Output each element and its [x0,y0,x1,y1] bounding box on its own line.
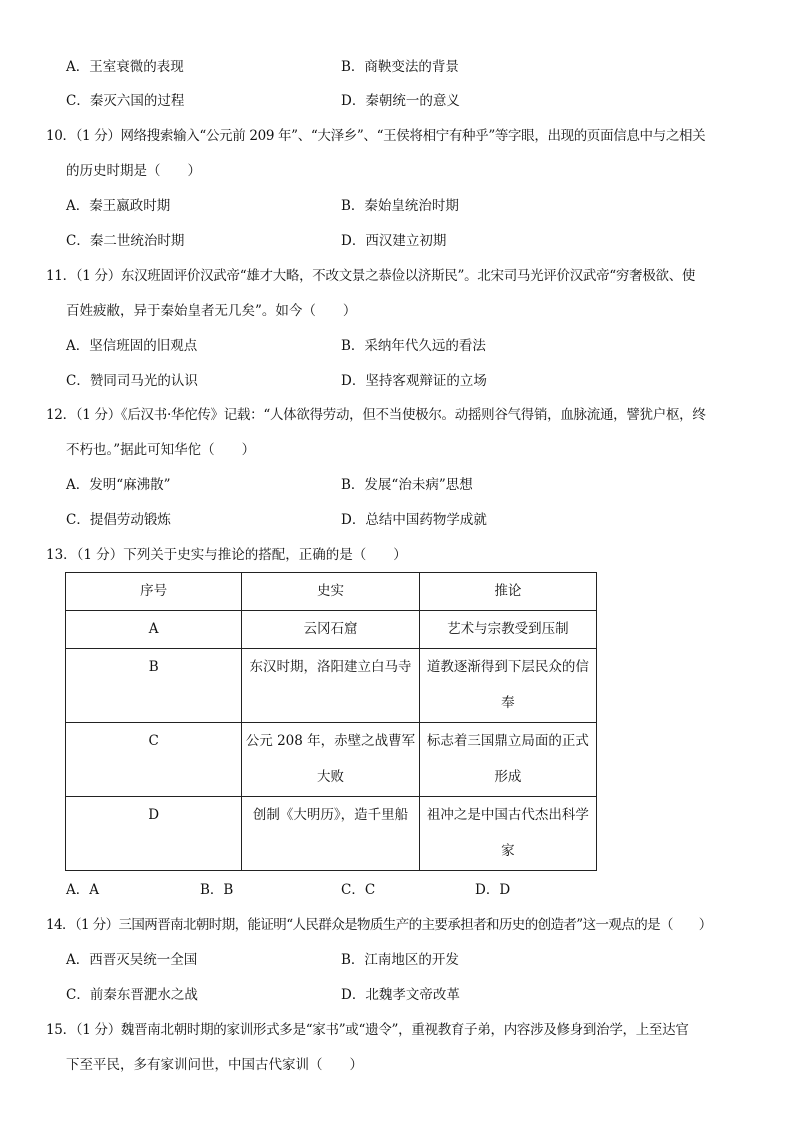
table-cell [242,723,419,797]
q14-option-d: D．北魏孝文帝改革 [341,987,460,1003]
q10-option-c: C．秦二世统治时期 [66,233,185,249]
table-header-cell: 序号 [66,573,242,611]
cell-line: 东汉时期，洛阳建立白马寺 [249,659,412,675]
q9-option-d: D．秦朝统一的意义 [341,93,460,109]
q9-option-c: C．秦灭六国的过程 [66,93,185,109]
cell-line: 祖冲之是中国古代杰出科学 [426,807,589,823]
q11-stem-line2: 百姓疲敝，异于秦始皇者无几矣”。如今（ ） [66,303,357,319]
table-header-row [66,573,597,611]
q14-option-b: B．江南地区的开发 [341,952,459,968]
table-cell [419,797,596,871]
table-row [66,797,597,871]
q12-option-b: B．发展“治未病”思想 [341,477,473,493]
cell-line: 道教逐渐得到下层民众的信 [426,659,589,675]
table-row [66,723,597,797]
table-cell [419,723,596,797]
table-cell: A [66,611,242,649]
q13-option-c: C．C [341,882,376,898]
q14-option-c: C．前秦东晋淝水之战 [66,987,198,1003]
q12-option-d: D．总结中国药物学成就 [341,512,487,528]
table-cell [242,649,419,723]
q13-option-a: A．A [66,882,99,898]
table-header-cell: 推论 [419,573,596,611]
cell-line: 标志着三国鼎立局面的正式 [426,733,589,749]
q12-stem-line2: 不朽也。”据此可知华佗（ ） [66,442,256,458]
q11-option-b: B．采纳年代久远的看法 [341,338,486,354]
q10-stem-line1: 10．（1 分）网络搜索输入“公元前 209 年”、“大泽乡”、“王侯将相宁有种乎”等字眼，出现的页面信息中与之相关 [46,128,706,144]
q15-stem-line2: 下至平民，多有家训问世，中国古代家训（ ） [66,1057,363,1073]
q11-option-d: D．坚持客观辩证的立场 [341,373,487,389]
q10-stem-line2: 的历史时期是（ ） [66,163,201,179]
cell-line: 家 [501,843,515,859]
q12-option-c: C．提倡劳动锻炼 [66,512,171,528]
q15-stem-line1: 15．（1 分）魏晋南北朝时期的家训形式多是“家书”或“遗令”，重视教育子弟，内容涉及修身到治学，上至达官 [46,1022,689,1038]
cell-line: 大败 [316,769,344,785]
table-cell: 云冈石窟 [242,611,419,649]
q11-option-a: A．坚信班固的旧观点 [66,338,198,354]
table-cell: D [66,797,242,871]
q11-stem-line1: 11．（1 分）东汉班固评价汉武帝“雄才大略，不改文景之恭俭以济斯民”。北宋司马光评价汉武帝“穷奢极欲、使 [46,268,696,284]
q9-option-b: B．商鞅变法的背景 [341,59,459,75]
q13-option-b: B．B [200,882,234,898]
table-row [66,611,597,649]
q14-stem: 14．（1 分）三国两晋南北朝时期，能证明“人民群众是物质生产的主要承担者和历史的创造者”这一观点的是（ ） [46,917,712,933]
table-cell [242,797,419,871]
q10-option-d: D．西汉建立初期 [341,233,447,249]
cell-line: 形成 [494,769,522,785]
q10-option-b: B．秦始皇统治时期 [341,198,459,214]
q14-option-a: A．西晋灭吴统一全国 [66,952,198,968]
facts-table [65,572,597,871]
q13-option-d: D．D [475,882,511,898]
table-cell [419,649,596,723]
table-cell: B [66,649,242,723]
cell-line: 奉 [501,695,515,711]
q11-option-c: C．赞同司马光的认识 [66,373,198,389]
table-cell: C [66,723,242,797]
q13-stem: 13．（1 分）下列关于史实与推论的搭配，正确的是（ ） [46,547,407,563]
q9-option-a: A．王室衰微的表现 [66,59,184,75]
table-header-cell: 史实 [242,573,419,611]
cell-line: 创制《大明历》，造千里船 [252,807,409,823]
table-row [66,649,597,723]
q10-option-a: A．秦王嬴政时期 [66,198,171,214]
q12-option-a: A．发明“麻沸散” [66,477,171,493]
q12-stem-line1: 12．（1 分）《后汉书·华佗传》记载：“人体欲得劳动，但不当使极尔。动摇则谷气得销，血脉流通，譬犹户枢，终 [46,407,706,423]
cell-line: 公元 208 年，赤壁之战曹军 [245,733,416,749]
table-cell: 艺术与宗教受到压制 [419,611,596,649]
